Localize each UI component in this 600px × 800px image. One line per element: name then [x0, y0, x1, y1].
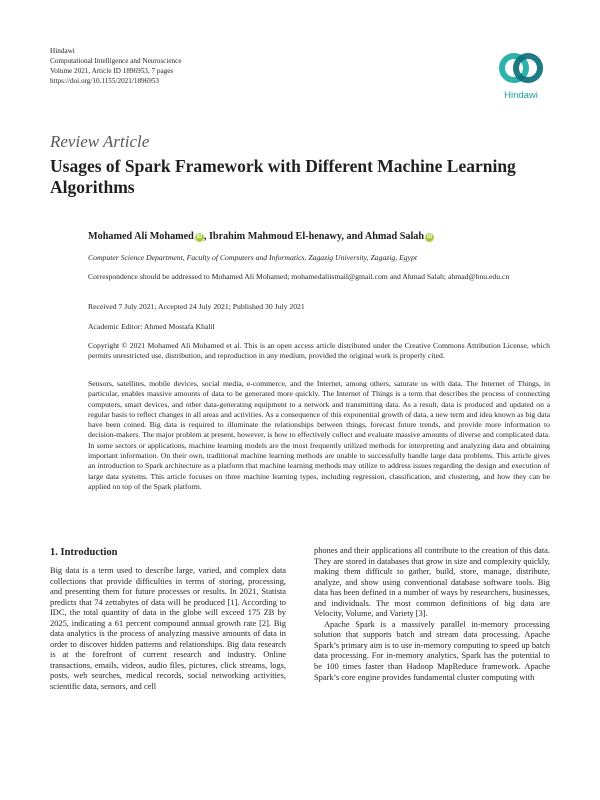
academic-editor: Academic Editor: Ahmed Mostafa Khalil: [88, 322, 215, 331]
right-column: [314, 546, 550, 683]
author-list: [88, 231, 434, 242]
copyright-notice: Copyright © 2021 Mohamed Ali Mohamed et al. This is an open access article distributed under the Creative Commons Attribution License, which permits unrestricted use, distribution, and reproduction in any medium, provided the original work is properly cited.: [88, 341, 550, 361]
publisher-name: Hindawi: [50, 47, 75, 55]
publication-dates: Received 7 July 2021; Accepted 24 July 2021; Published 30 July 2021: [88, 302, 305, 311]
journal-metadata: [50, 46, 182, 86]
paper-title: Usages of Spark Framework with Different Machine Learning Algorithms: [50, 156, 516, 197]
doi-link[interactable]: https://doi.org/10.1155/2021/1896953: [50, 77, 160, 85]
orcid-icon[interactable]: iD: [426, 234, 433, 240]
left-column: [50, 546, 286, 693]
section-heading: 1. Introduction: [50, 547, 118, 558]
paragraph: Apache Spark is a massively parallel in-memory processing solution that supports batch and stream data processing. Apache Spark’s primary aim is to use in-memory computing to speed up batch data processing. For in-memory analytics, Spark has the potential to be 100 times faster than Hadoop MapReduce framework. Apache Spark’s core engine provides fundamental cluster computing with: [314, 619, 550, 682]
correspondence: Correspondence should be addressed to Mohamed Ali Mohamed; mohamedaliismail@gmail.com and Ahmad Salah; ahmad@hnu.edu.cn: [88, 272, 510, 281]
volume-info: Volume 2021, Article ID 1896953, 7 pages: [50, 67, 174, 75]
orcid-icon[interactable]: iD: [196, 234, 203, 240]
author-name: Mohamed Ali Mohamed: [88, 231, 194, 242]
paragraph: phones and their applications all contribute to the creation of this data. They are stored in databases that grow in size and complexity quickly, making them difficult to gather, build, store, manage, distribute, analyze, and show using conventional database software tools. Big data has been defined in a number of ways by researchers, businesses, and individuals. The most common definitions of big data are Velocity, Volume, and Variety [3].: [314, 546, 550, 619]
logo-wordmark: Hindawi: [504, 90, 538, 101]
author-names: , Ibrahim Mahmoud El-henawy, and Ahmad Salah: [203, 231, 425, 242]
hindawi-logo-icon: [496, 48, 546, 88]
affiliation: Computer Science Department, Faculty of Computers and Informatics, Zagazig University, Zagazig, Egypt: [88, 253, 418, 262]
article-type: Review Article: [50, 132, 150, 151]
abstract: Sensors, satellites, mobile devices, social media, e-commerce, and the Internet, among others, saturate us with data. The Internet of Things, in particular, enables massive amounts of data to be generated more quickly. The Internet of Things is a term that describes the process of connecting computers, smart devices, and other data-generating equipment to a network and transmitting data. As a result, data is produced and updated on a regular basis to reflect changes in all areas and activities. As a consequence of this exponential growth of data, a new term and idea known as big data have been coined. Big data is required to illuminate the relationships between things, forecast future trends, and provide more information to decision-makers. The major problem at present, however, is how to effectively collect and evaluate massive amounts of diverse and complicated data. In some sectors or applications, machine learning models are the most frequently utilized methods for interpreting and analyzing data and obtaining important information. On their own, traditional machine learning methods are unable to successfully handle large data problems. This article gives an introduction to Spark architecture as a platform that machine learning methods may utilize to address issues regarding the design and execution of large data systems. This article focuses on three machine learning types, including regression, classification, and clustering, and how they can be applied on top of the Spark platform.: [88, 379, 550, 491]
journal-name: Computational Intelligence and Neuroscience: [50, 57, 182, 65]
paragraph: Big data is a term used to describe large, varied, and complex data collections that provide difficulties in terms of storing, processing, and presenting them for future processes or results. In 2021, Statista predicts that 74 zettabytes of data will be produced [1]. According to IDC, the total quantity of data in the globe will exceed 175 ZB by 2025, indicating a 61 percent compound annual growth rate [2]. Big data analytics is the process of analyzing massive amounts of data in order to discover hidden patterns and relationships. Big data research is at the forefront of current research and industry. Online transactions, emails, videos, audio files, pictures, click streams, logs, posts, web searches, medical records, social networking activities, scientific data, sensors, and cell: [50, 566, 286, 692]
